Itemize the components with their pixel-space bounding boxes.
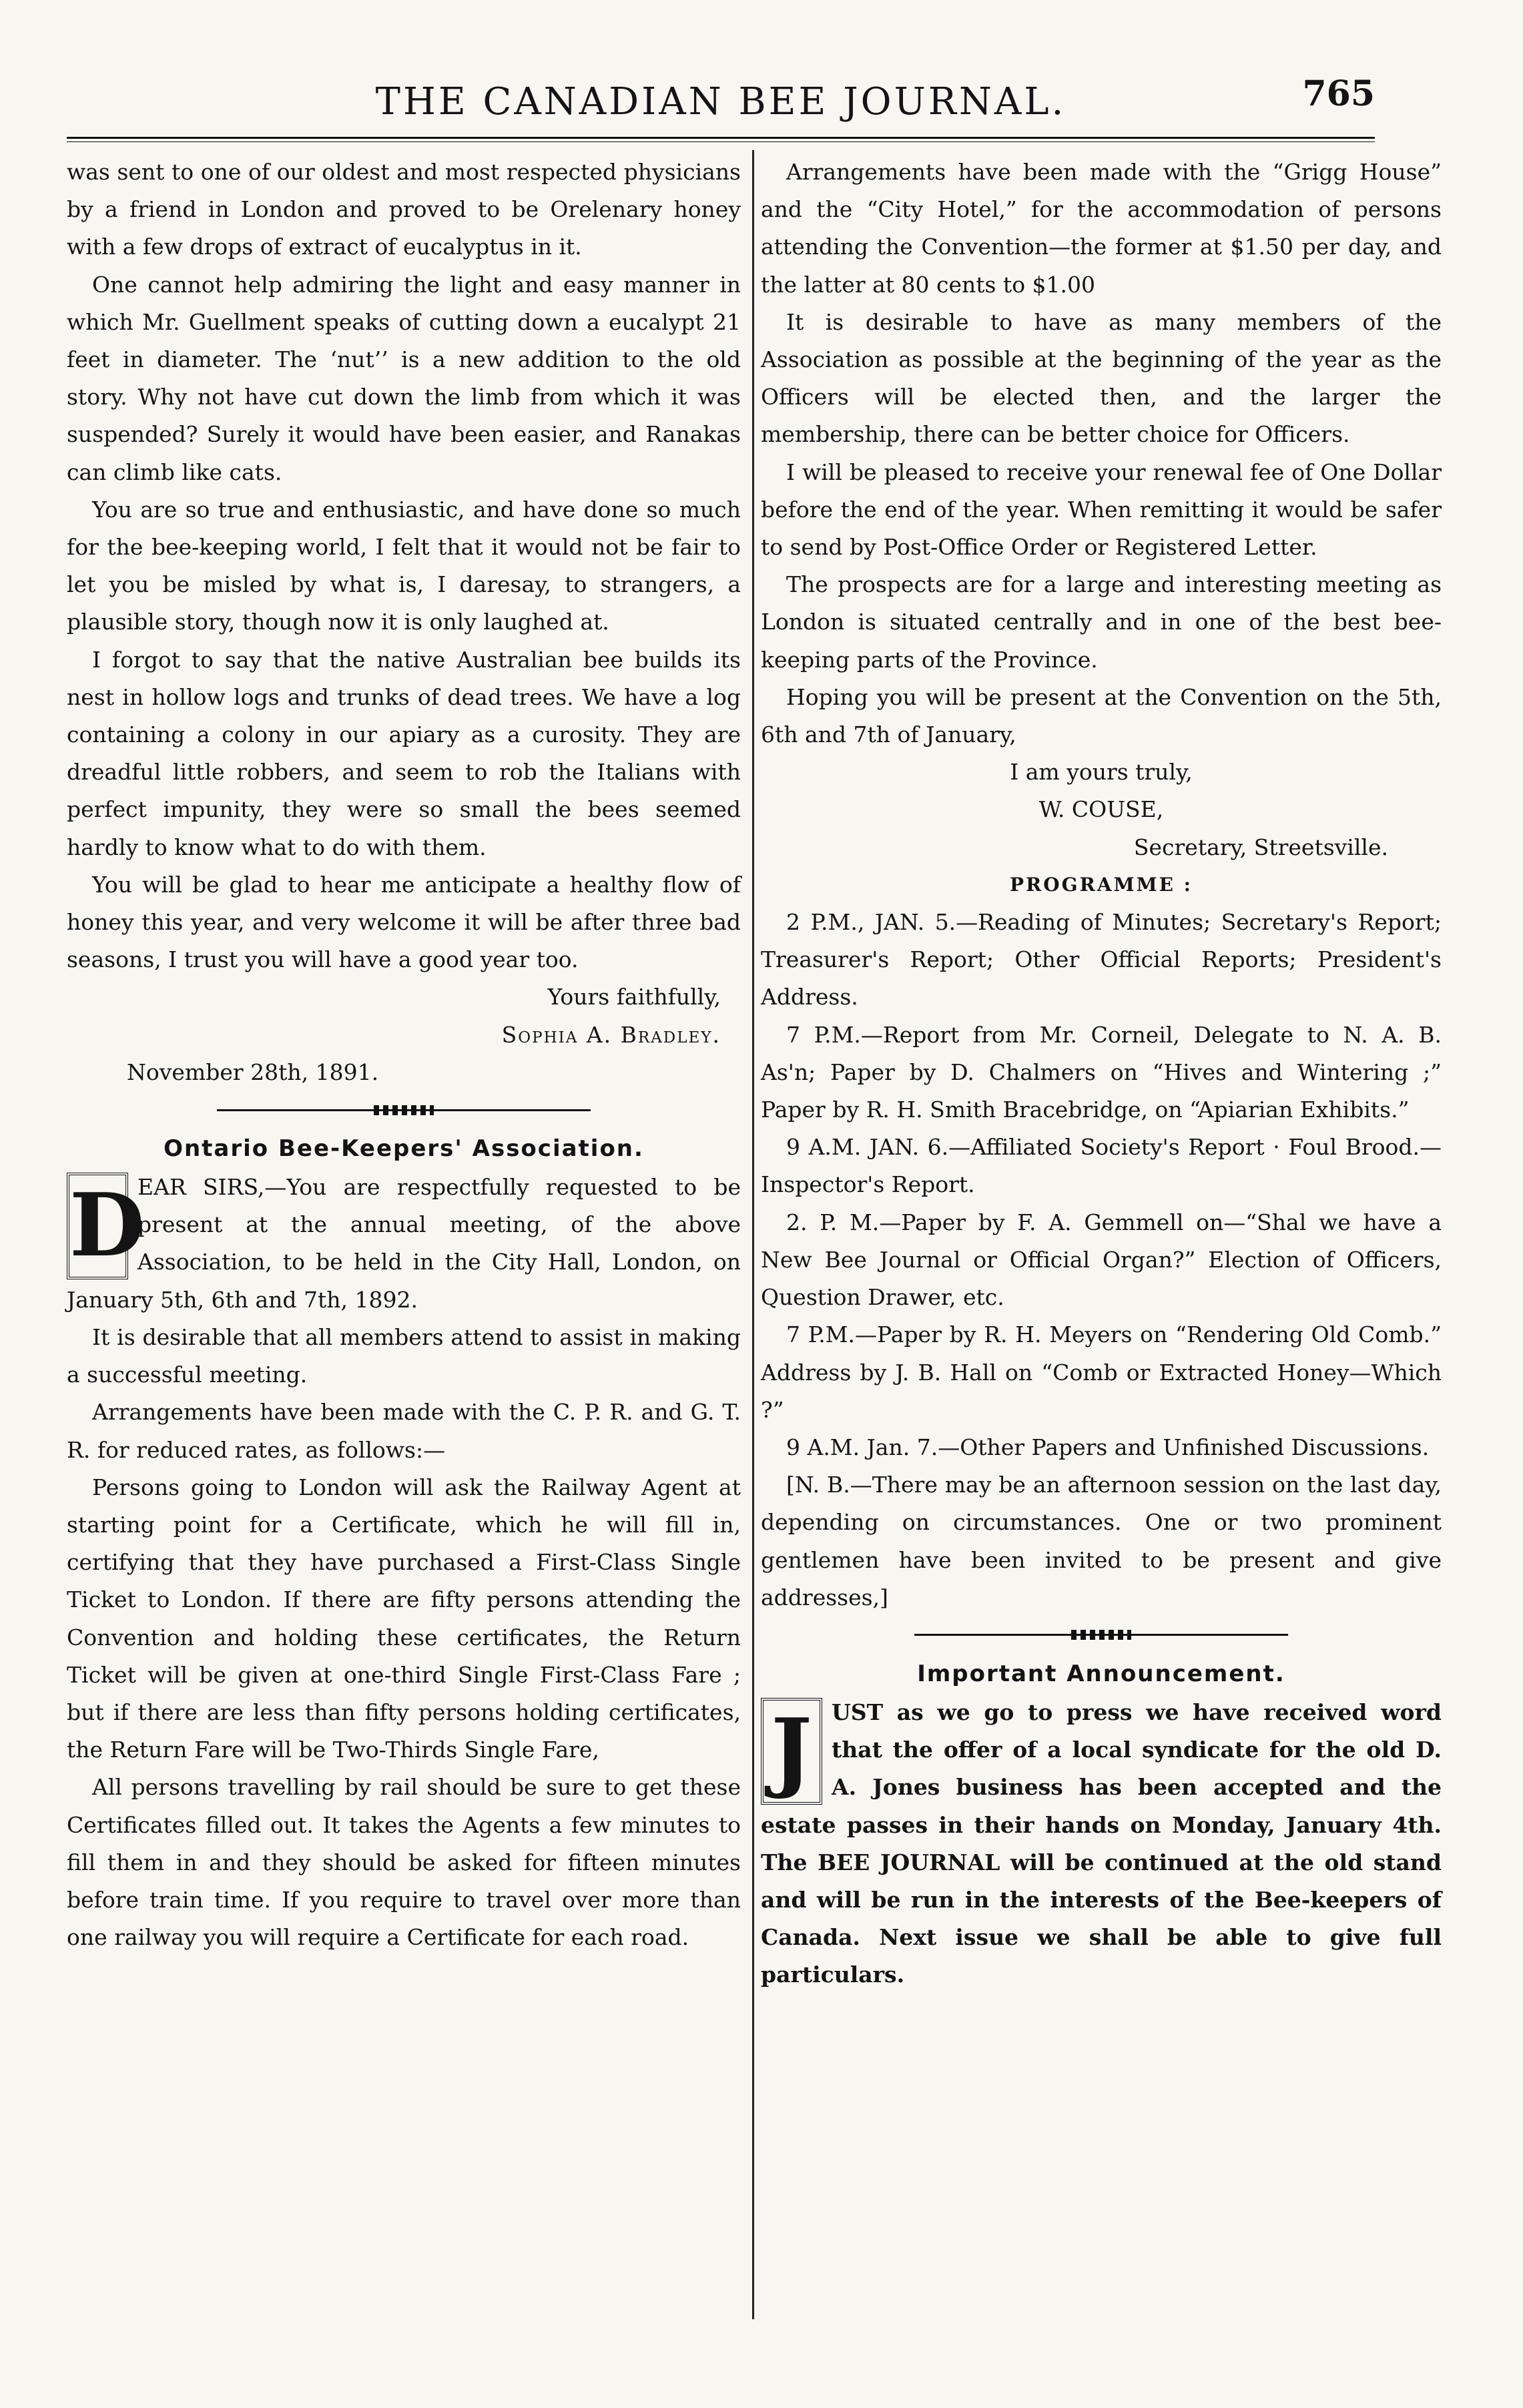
letter-date: November 28th, 1891.: [127, 1059, 379, 1085]
programme-item: 2 P.M., JAN. 5.—Reading of Minutes; Secretary's Report; Treasurer's Report; Other Official Reports; President's Address.: [761, 909, 1442, 1010]
paragraph: Arrangements have been made with the C. P. R. and G. T. R. for reduced rates, as follows:—: [67, 1399, 741, 1463]
programme-item: 7 P.M.—Paper by R. H. Meyers on “Rendering Old Comb.” Address by J. B. Hall on “Comb or Extracted Honey—Which ?”: [761, 1321, 1442, 1423]
paragraph: One cannot help admiring the light and easy manner in which Mr. Guellment speaks of cutting down a eucalypt 21 feet in diameter. The ‘nut’’ is a new addition to the old story. Why not have cut down the limb from which it was suspended? Surely it would have been easier, and Ranakas can climb like cats.: [67, 271, 741, 485]
letter-signer: [67, 1016, 741, 1054]
paragraph-dropcap: [67, 1169, 741, 1319]
section-title-announcement: Important Announcement.: [917, 1660, 1285, 1687]
left-column: [67, 154, 741, 1956]
programme-note: [N. B.—There may be an afternoon session on the last day, depending on circumstances. One or two prominent gentlemen have been invited to be present and give addresses,]: [761, 1472, 1442, 1610]
paragraph: Arrangements have been made with the “Grigg House” and the “City Hotel,” for the accommodation of persons attending the Convention—the former at $1.50 per day, and the latter at 80 cents to $1.00: [761, 159, 1442, 298]
programme-item: 7 P.M.—Report from Mr. Corneil, Delegate to N. A. B. As'n; Paper by D. Chalmers on “Hives and Wintering ;” Paper by R. H. Smith Bracebridge, on “Apiarian Exhibits.”: [761, 1021, 1442, 1123]
running-title: THE CANADIAN BEE JOURNAL.: [375, 80, 1067, 123]
signer-title: Secretary, Streetsville.: [1133, 834, 1388, 860]
paragraph: It is desirable that all members attend to assist in making a successful meeting.: [67, 1323, 741, 1388]
page-number: 765: [1302, 73, 1375, 114]
programme-item: 9 A.M. Jan. 7.—Other Papers and Unfinished Discussions.: [786, 1434, 1430, 1460]
announcement-paragraph: [761, 1694, 1442, 1994]
page-header: [67, 73, 1375, 133]
programme-item: 2. P. M.—Paper by F. A. Gemmell on—“Shal we have a New Bee Journal or Official Organ?” Election of Officers, Question Drawer, etc.: [761, 1209, 1442, 1311]
right-column: [761, 154, 1442, 1994]
paragraph-text: EAR SIRS,—You are respectfully requested to be present at the annual meeting, of the above Association, to be held in the City Hall, London, on January 5th, 6th and 7th, 1892.: [67, 1174, 741, 1313]
paragraph: You will be glad to hear me anticipate a healthy flow of honey this year, and very welcome it will be after three bad seasons, I trust you will have a good year too.: [67, 871, 741, 973]
column-rule: [752, 150, 754, 2319]
paragraph: I forgot to say that the native Australian bee builds its nest in hollow logs and trunks of dead trees. We have a log containing a colony in our apiary as a curosity. They are dreadful little robbers, and seem to rob the Italians with perfect impunity, they were so small the bees seemed hardly to know what to do with them.: [67, 646, 741, 860]
drop-cap: J: [761, 1698, 822, 1805]
announcement-text: UST as we go to press we have received word that the offer of a local syndicate for the old D. A. Jones business has been accepted and the estate passes in their hands on Monday, January 4th. The BEE JOURNAL will be continued at the old stand and will be run in the interests of the Bee-keepers of Canada. Next issue we shall be able to give full particulars.: [761, 1699, 1442, 1988]
paragraph: The prospects are for a large and interesting meeting as London is situated centrally and in one of the best bee-keeping parts of the Province.: [761, 571, 1442, 673]
section-title-ontario: Ontario Bee-Keepers' Association.: [164, 1135, 644, 1163]
paragraph: It is desirable to have as many members of the Association as possible at the beginning of the year as the Officers will be elected then, and the larger the membership, there can be better choice for Officers.: [761, 308, 1442, 448]
paragraph: All persons travelling by rail should be sure to get these Certificates filled out. It takes the Agents a few minutes to fill them in and they should be asked for fifteen minutes before train time. If you require to travel over more than one railway you will require a Certificate for each road.: [67, 1774, 741, 1951]
drop-cap: D: [67, 1173, 128, 1279]
letter-closing: Yours faithfully,: [547, 984, 721, 1010]
programme-heading: PROGRAMME :: [1009, 873, 1193, 896]
paragraph: I will be pleased to receive your renewal fee of One Dollar before the end of the year. When remitting it would be safer to send by Post-Office Order or Registered Letter.: [761, 459, 1442, 561]
paragraph: Hoping you will be present at the Convention on the 5th, 6th and 7th of January,: [761, 683, 1442, 748]
paragraph: Persons going to London will ask the Railway Agent at starting point for a Certificate, which he will fill in, certifying that they have purchased a First-Class Single Ticket to London. If there are fifty persons attending the Convention and holding these certificates, the Return Ticket will be given at one-third Single First-Class Fare ; but if there are less than fifty persons holding certificates, the Return Fare will be Two-Thirds Single Fare,: [67, 1474, 741, 1763]
programme-item: 9 A.M. JAN. 6.—Affiliated Society's Report · Foul Brood.—Inspector's Report.: [761, 1134, 1442, 1198]
letter-signer: W. COUSE,: [1038, 796, 1164, 823]
header-rule: [67, 137, 1375, 142]
signer-name: Sophia A. Bradley.: [501, 1021, 721, 1048]
paragraph: You are so true and enthusiastic, and have done so much for the bee-keeping world, I felt that it would not be fair to let you be misled by what is, I daresay, to strangers, a plausible story, though now it is only laughed at.: [67, 496, 741, 635]
paragraph: was sent to one of our oldest and most respected physicians by a friend in London and proved to be Orelenary honey with a few drops of extract of eucalyptus in it.: [67, 159, 741, 260]
letter-closing: I am yours truly,: [1010, 759, 1193, 786]
section-divider: [67, 1091, 741, 1129]
section-divider: [761, 1616, 1442, 1654]
